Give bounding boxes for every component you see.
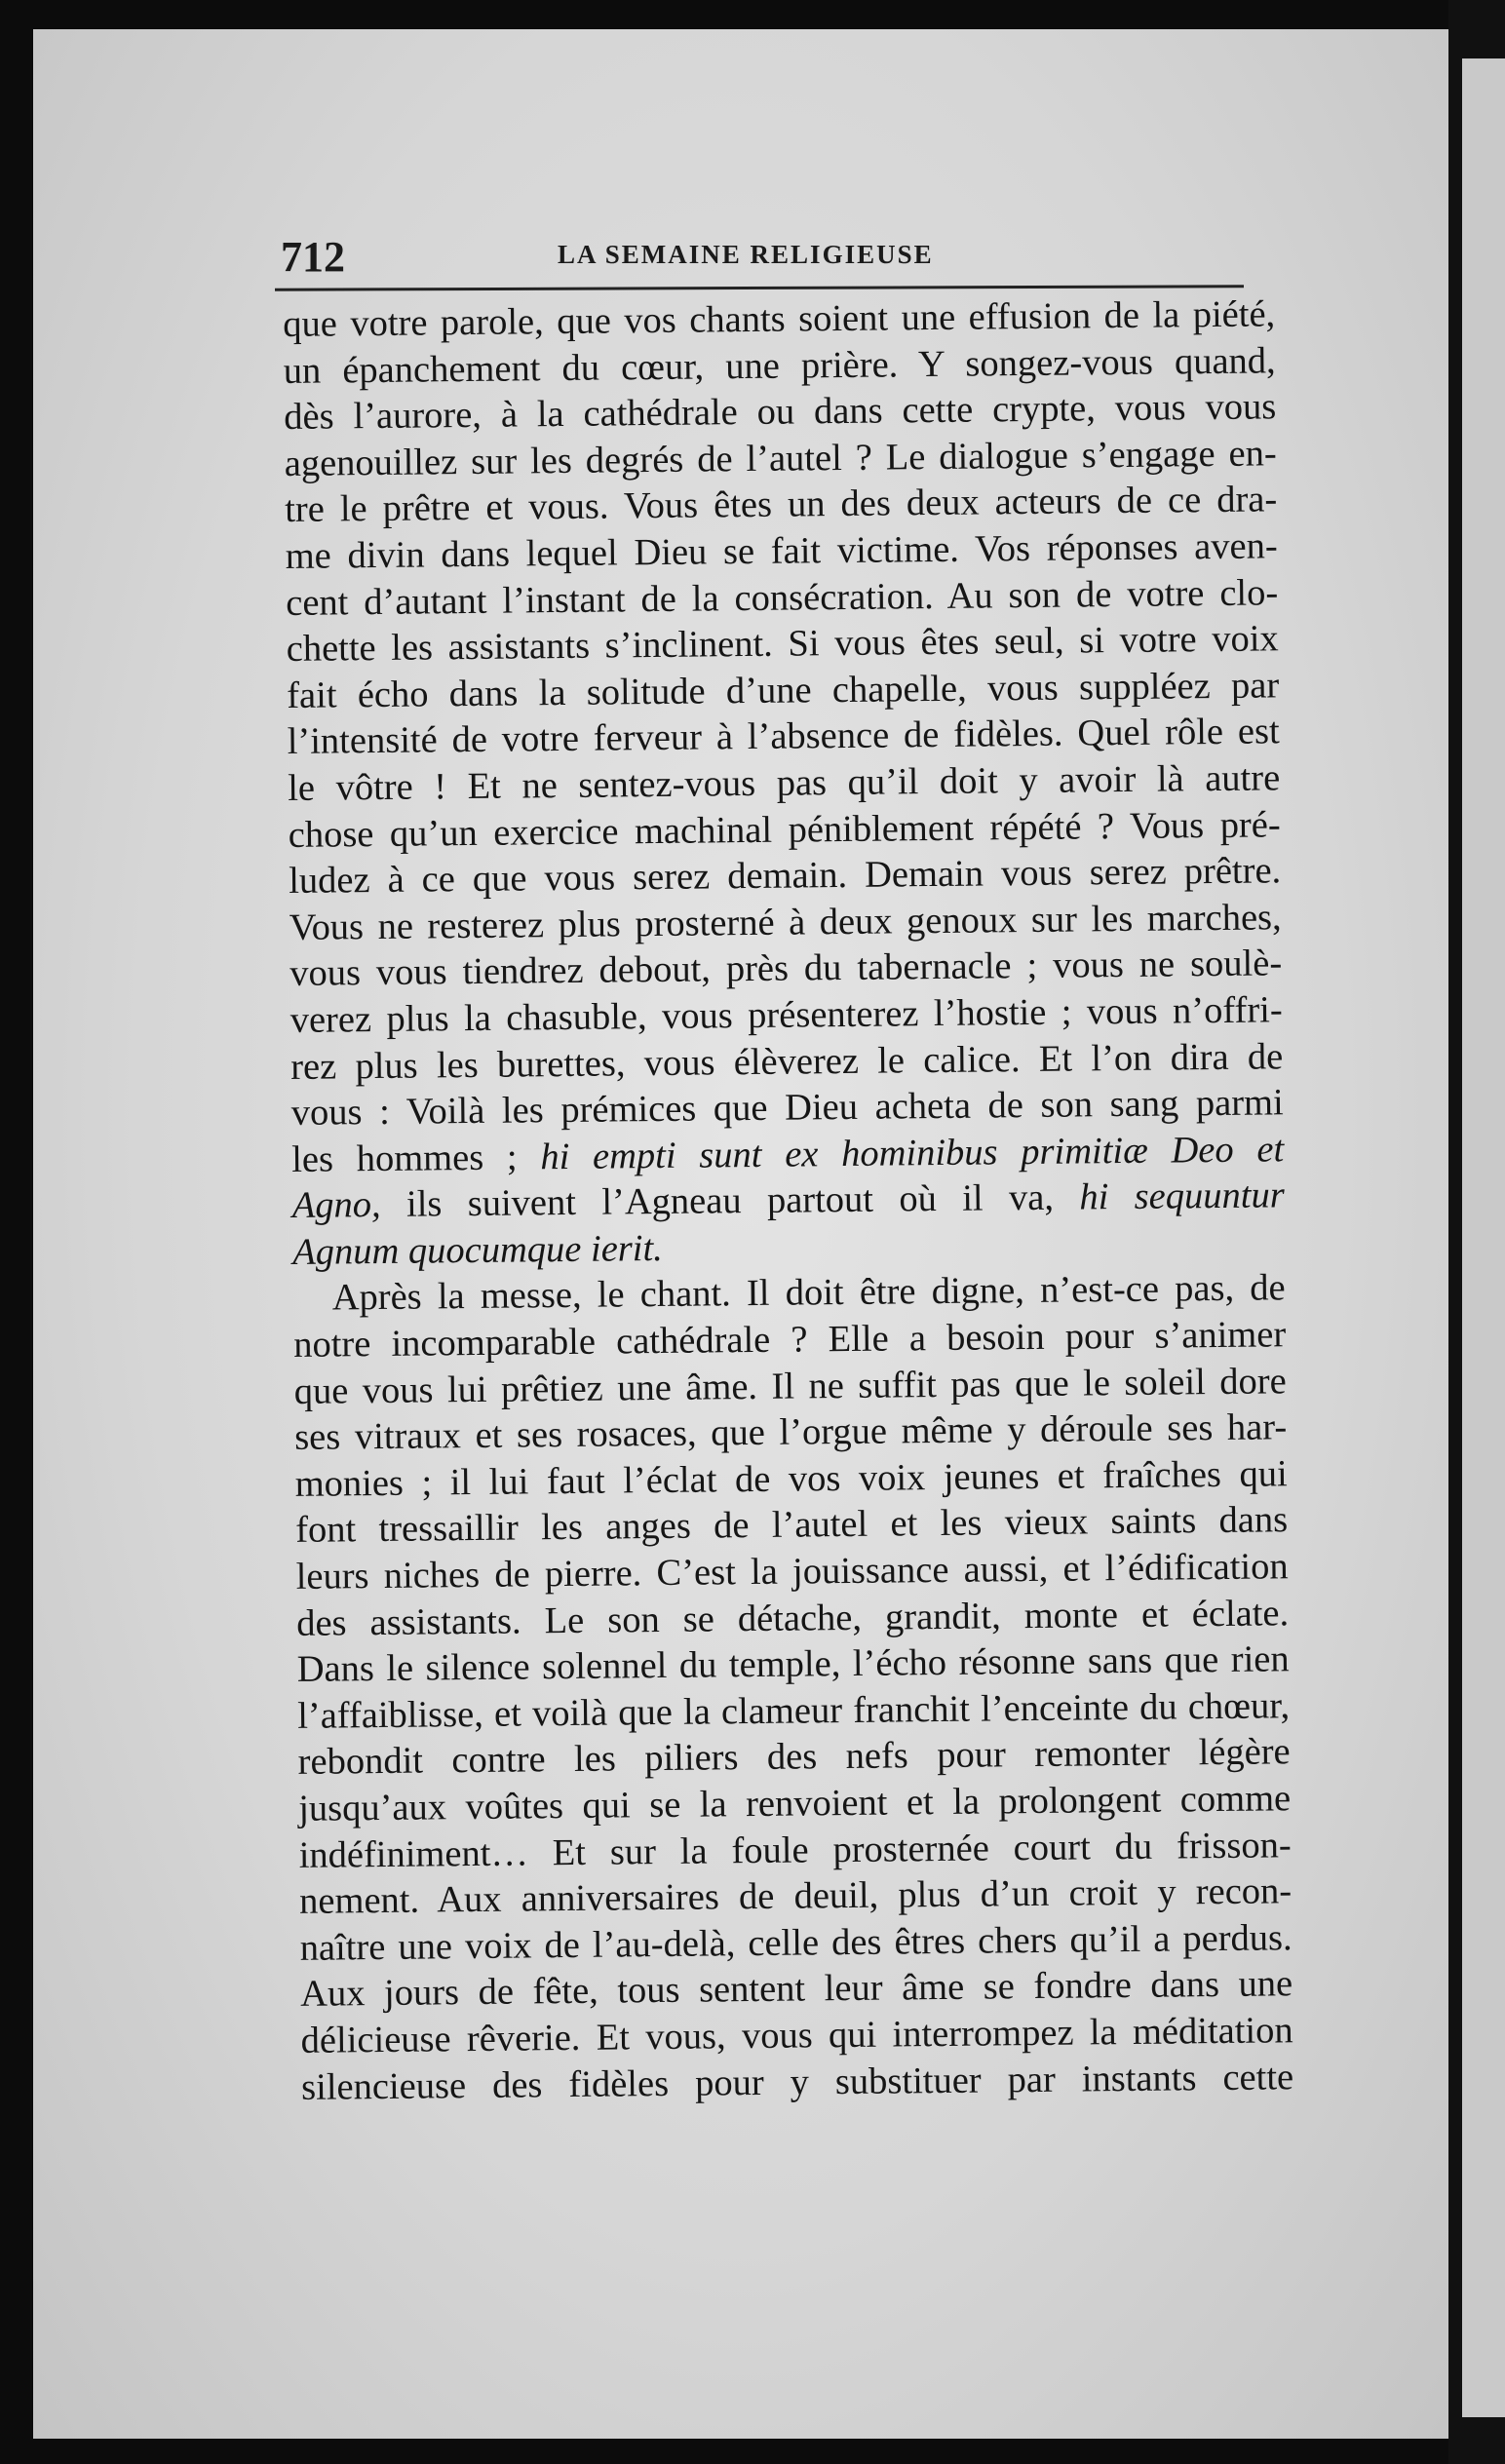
text-line: tre le prêtre et vous. Vous êtes un des deux acteurs de ce dra-	[285, 479, 1278, 531]
text-line: nement. Aux anniversaires de deuil, plus d’un croit y recon-	[298, 1870, 1293, 1923]
text-line: le vôtre ! Et ne sentez-vous pas qu’il doit y avoir là autre	[288, 757, 1281, 809]
text-line: vous vous tiendrez debout, près du tabernacle ; vous ne soulè-	[289, 943, 1283, 995]
text-line: Dans le silence solennel du temple, l’écho résonne sans que rien	[296, 1638, 1290, 1691]
body-text	[283, 291, 1293, 2111]
text-line: que vous lui prêtiez une âme. Il ne suffit pas que le soleil dore	[293, 1360, 1287, 1412]
text-line: des assistants. Le son se détache, grandit, monte et éclate.	[295, 1592, 1290, 1644]
text-line: font tressaillir les anges de l’autel et les vieux saints dans	[294, 1499, 1289, 1552]
latin-quote: Agnum quocumque ierit.	[291, 1227, 664, 1273]
text-line: vous : Voilà les prémices que Dieu acheta de son sang parmi	[290, 1082, 1284, 1135]
text-line: Après la messe, le chant. Il doit être digne, n’est-ce pas, de	[331, 1267, 1286, 1319]
paragraph-1	[283, 291, 1285, 1276]
latin-quote: Agno,	[291, 1184, 381, 1227]
paragraph-2	[292, 1266, 1293, 2111]
text-line: ludez à ce que vous serez demain. Demain vous serez prêtre.	[289, 850, 1282, 903]
text-line: indéfiniment… Et sur la foule prosternée court du frisson-	[298, 1824, 1292, 1876]
text-line: me divin dans lequel Dieu se fait victime. Vos réponses aven-	[285, 525, 1278, 577]
text-line: rebondit contre les piliers des nefs pour remonter légère	[297, 1731, 1291, 1784]
text-line: chette les assistants s’inclinent. Si vous êtes seul, si votre voix	[286, 618, 1279, 671]
latin-quote: hi empti sunt ex hominibus primitiæ Deo et	[540, 1128, 1285, 1177]
text-line: monies ; il lui faut l’éclat de vos voix jeunes et fraîches qui	[294, 1453, 1288, 1505]
text-line: silencieuse des fidèles pour y substituer par instants cette	[300, 2056, 1294, 2108]
text-line: verez plus la chasuble, vous présenterez l’hostie ; vous n’offri-	[289, 989, 1283, 1041]
text-line: que votre parole, que vos chants soient une effusion de la piété,	[283, 293, 1276, 345]
latin-prefix: les hommes ;	[290, 1136, 518, 1180]
adjacent-page-edge	[1448, 0, 1505, 2464]
text-line: leurs niches de pierre. C’est la jouissance aussi, et l’édification	[295, 1546, 1289, 1598]
text-line: agenouillez sur les degrés de l’autel ? Le dialogue s’engage en-	[284, 433, 1277, 484]
text-line: ses vitraux et ses rosaces, que l’orgue même y déroule ses har-	[293, 1406, 1288, 1459]
running-title: LA SEMAINE RELIGIEUSE	[558, 240, 934, 269]
text-line: Aux jours de fête, tous sentent leur âme se fondre dans une	[299, 1963, 1293, 2016]
page-number: 712	[281, 233, 345, 281]
latin-gloss: ils suivent l’Agneau partout où il va,	[405, 1177, 1055, 1226]
text-line: cent d’autant l’instant de la consécration. Au son de votre clo-	[286, 571, 1279, 624]
text-line: l’affaiblisse, et voilà que la clameur franchit l’enceinte du chœur,	[296, 1685, 1291, 1737]
text-line: un épanchement du cœur, une prière. Y songez-vous quand,	[283, 339, 1276, 392]
latin-quote: hi sequuntur	[1079, 1174, 1285, 1218]
text-line: délicieuse rêverie. Et vous, vous qui interrompez la méditation	[300, 2010, 1293, 2061]
page-header	[275, 226, 1246, 281]
text-line: jusqu’aux voûtes qui se la renvoient et la prolongent comme	[297, 1778, 1292, 1829]
text-line: chose qu’un exercice machinal péniblement répété ? Vous pré-	[288, 803, 1281, 856]
text-line: fait écho dans la solitude d’une chapelle, vous suppléez par	[287, 665, 1280, 716]
text-line: Vous ne resterez plus prosterné à deux genoux sur les marches,	[289, 897, 1282, 948]
text-line: notre incomparable cathédrale ? Elle a besoin pour s’animer	[292, 1314, 1287, 1367]
text-line: rez plus les burettes, vous élèverez le calice. Et l’on dira de	[289, 1035, 1284, 1088]
text-line: dès l’aurore, à la cathédrale ou dans cette crypte, vous vous	[284, 386, 1277, 439]
text-line: naître une voix de l’au-delà, celle des êtres chers qu’il a perdus.	[299, 1917, 1293, 1969]
text-line: l’intensité de votre ferveur à l’absence de fidèles. Quel rôle est	[287, 711, 1280, 763]
next-page-sliver	[1462, 58, 1505, 2417]
